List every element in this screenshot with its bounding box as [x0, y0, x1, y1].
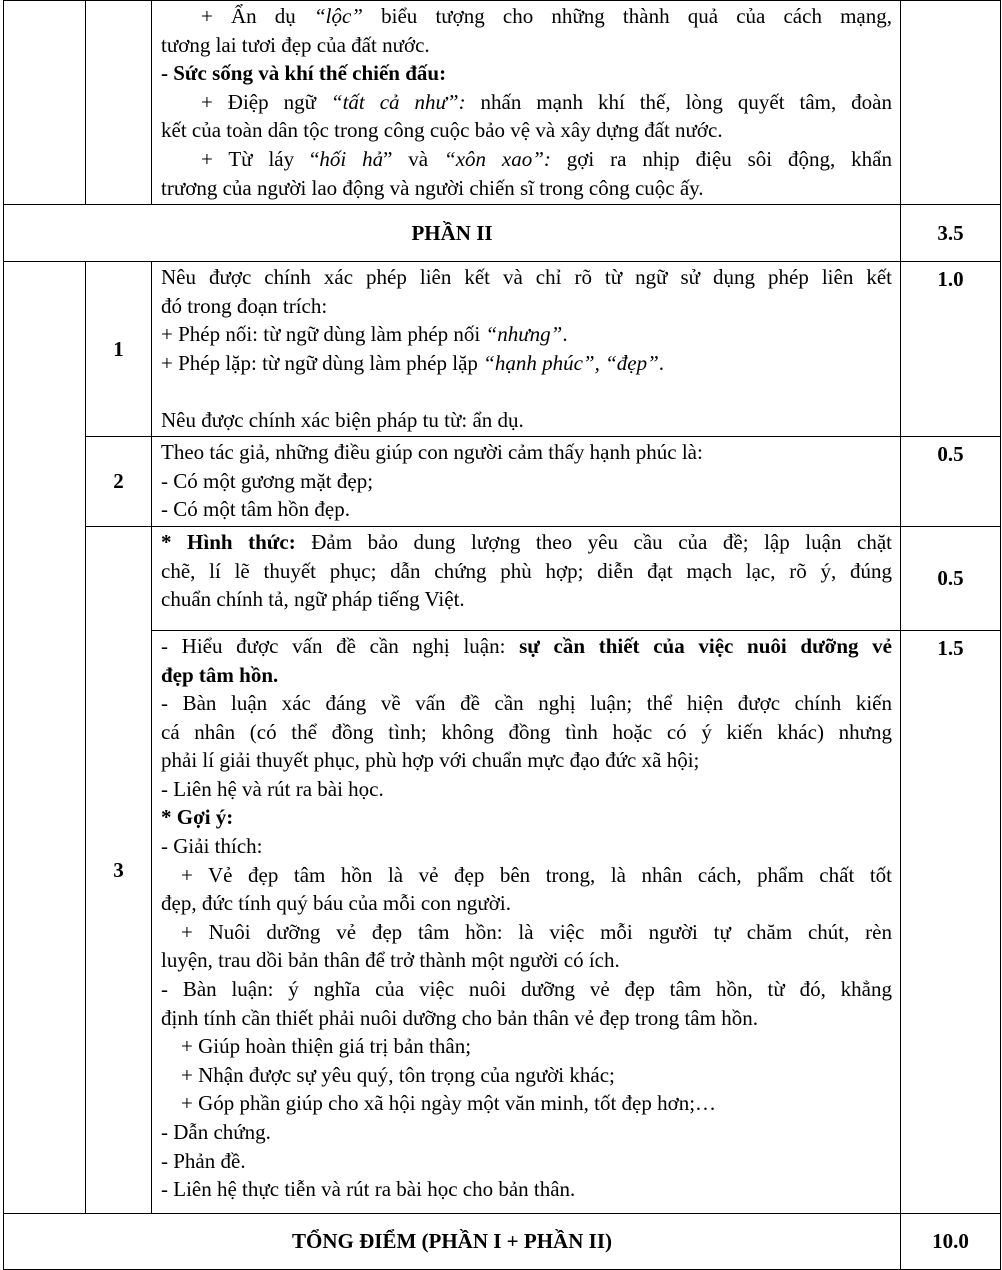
answer-key-table: [3, 0, 1001, 1270]
text-line: + Giúp hoàn thiện giá trị bản thân;: [181, 1034, 472, 1059]
question-score: 1.0: [901, 262, 1001, 437]
text-line: + Từ láy “hối hả” và “xôn xao”: gợi ra nhịp điệu sôi động, khẩn: [201, 146, 892, 171]
table-row-question-3-form: [4, 526, 1001, 630]
text-line: + Vẻ đẹp tâm hồn là vẻ đẹp bên trong, là nhân cách, phẩm chất tốt: [181, 862, 892, 887]
text-line: - Giải thích:: [161, 834, 263, 859]
text-line: - Dẫn chứng.: [161, 1120, 271, 1144]
text-line: luyện, trau dồi bản thân để trở thành một người có ích.: [161, 948, 620, 973]
blank-line: [161, 378, 892, 406]
text-line: - Bàn luận xác đáng về vấn đề cần nghị luận; thể hiện được chính kiến: [161, 691, 892, 716]
text-line: chuẩn chính tả, ngữ pháp tiếng Việt.: [161, 587, 465, 612]
total-score: 10.0: [901, 1213, 1001, 1269]
total-label: TỔNG ĐIỂM (PHẦN I + PHẦN II): [4, 1213, 901, 1269]
text-line: - Phản đề.: [161, 1148, 246, 1173]
text-line: Nêu được chính xác phép liên kết và chỉ rõ từ ngữ sử dụng phép liên kết: [161, 265, 892, 290]
answer-content-cell: [152, 630, 901, 1213]
text-line: đó trong đoạn trích:: [161, 293, 328, 318]
text-line: - Liên hệ và rút ra bài học.: [161, 776, 384, 801]
text-line: + Phép nối: từ ngữ dùng làm phép nối “nhưng”.: [161, 322, 568, 347]
table-row-question-1: [4, 262, 1001, 437]
table-row-question-3-content: [4, 630, 1001, 1213]
section-title: PHẦN II: [4, 205, 901, 262]
text-line: + Góp phần giúp cho xã hội ngày một văn minh, tốt đẹp hơn;…: [181, 1091, 717, 1116]
text-line: trương của người lao động và người chiến sĩ trong công cuộc ấy.: [161, 175, 704, 200]
table-row-part1-continuation: [4, 1, 1001, 205]
text-line: Theo tác giả, những điều giúp con người cảm thấy hạnh phúc là:: [161, 440, 703, 465]
text-line: Nêu được chính xác biện pháp tu từ: ẩn dụ.: [161, 407, 524, 432]
score-cell: [901, 1, 1001, 205]
question-score: 0.5: [901, 526, 1001, 630]
text-line: + Ẩn dụ “lộc” biểu tượng cho những thành quả của cách mạng,: [201, 4, 892, 28]
text-line: đẹp, đức tính quý báu của mỗi con người.: [161, 891, 511, 916]
text-line: tương lai tươi đẹp của đất nước.: [161, 32, 430, 57]
text-line: + Phép lặp: từ ngữ dùng làm phép lặp “hạnh phúc”, “đẹp”.: [161, 350, 665, 375]
text-line: phải lí giải thuyết phục, phù hợp với chuẩn mực đạo đức xã hội;: [161, 748, 700, 773]
answer-content-cell: [152, 526, 901, 630]
text-line: - Bàn luận: ý nghĩa của việc nuôi dưỡng vẻ đẹp tâm hồn, từ đó, khẳng: [161, 977, 892, 1002]
part-cell: [4, 1, 86, 205]
question-number: 2: [86, 437, 152, 527]
text-line: cá nhân (có thể đồng tình; không đồng tình hoặc có ý kiến khác) nhưng: [161, 719, 892, 744]
question-score: 0.5: [901, 437, 1001, 527]
text-line: - Hiểu được vấn đề cần nghị luận: sự cần thiết của việc nuôi dưỡng vẻ: [161, 633, 892, 658]
text-line: định tính cần thiết phải nuôi dưỡng cho bản thân vẻ đẹp trong tâm hồn.: [161, 1005, 758, 1030]
table-row-total: [4, 1213, 1001, 1269]
text-line: - Có một gương mặt đẹp;: [161, 468, 374, 493]
table-row-part2-header: [4, 205, 1001, 262]
text-line: - Sức sống và khí thế chiến đấu:: [161, 61, 447, 86]
question-number: 1: [86, 262, 152, 437]
text-line: chẽ, lí lẽ thuyết phục; dẫn chứng phù hợp; diễn đạt mạch lạc, rõ ý, đúng: [161, 558, 892, 583]
table-row-question-2: [4, 437, 1001, 527]
question-number: 3: [86, 526, 152, 1213]
text-line: * Gợi ý:: [161, 805, 234, 830]
text-line: * Hình thức: Đảm bảo dung lượng theo yêu cầu của đề; lập luận chặt: [161, 529, 892, 554]
answer-content-cell: [152, 437, 901, 527]
text-line: kết của toàn dân tộc trong công cuộc bảo vệ và xây dựng đất nước.: [161, 118, 723, 143]
text-line: đẹp tâm hồn.: [161, 662, 279, 687]
section-score: 3.5: [901, 205, 1001, 262]
part-cell: [4, 262, 86, 1214]
question-number-cell: [86, 1, 152, 205]
text-line: + Nuôi dưỡng vẻ đẹp tâm hồn: là việc mỗi người tự chăm chút, rèn: [181, 919, 892, 944]
answer-content-cell: [152, 262, 901, 437]
question-score: 1.5: [901, 630, 1001, 1213]
text-line: - Có một tâm hồn đẹp.: [161, 497, 350, 522]
text-line: + Điệp ngữ “tất cả như”: nhấn mạnh khí thế, lòng quyết tâm, đoàn: [201, 89, 892, 114]
text-line: + Nhận được sự yêu quý, tôn trọng của người khác;: [181, 1062, 615, 1087]
answer-content-cell: [152, 1, 901, 205]
text-line: - Liên hệ thực tiễn và rút ra bài học cho bản thân.: [161, 1177, 576, 1202]
